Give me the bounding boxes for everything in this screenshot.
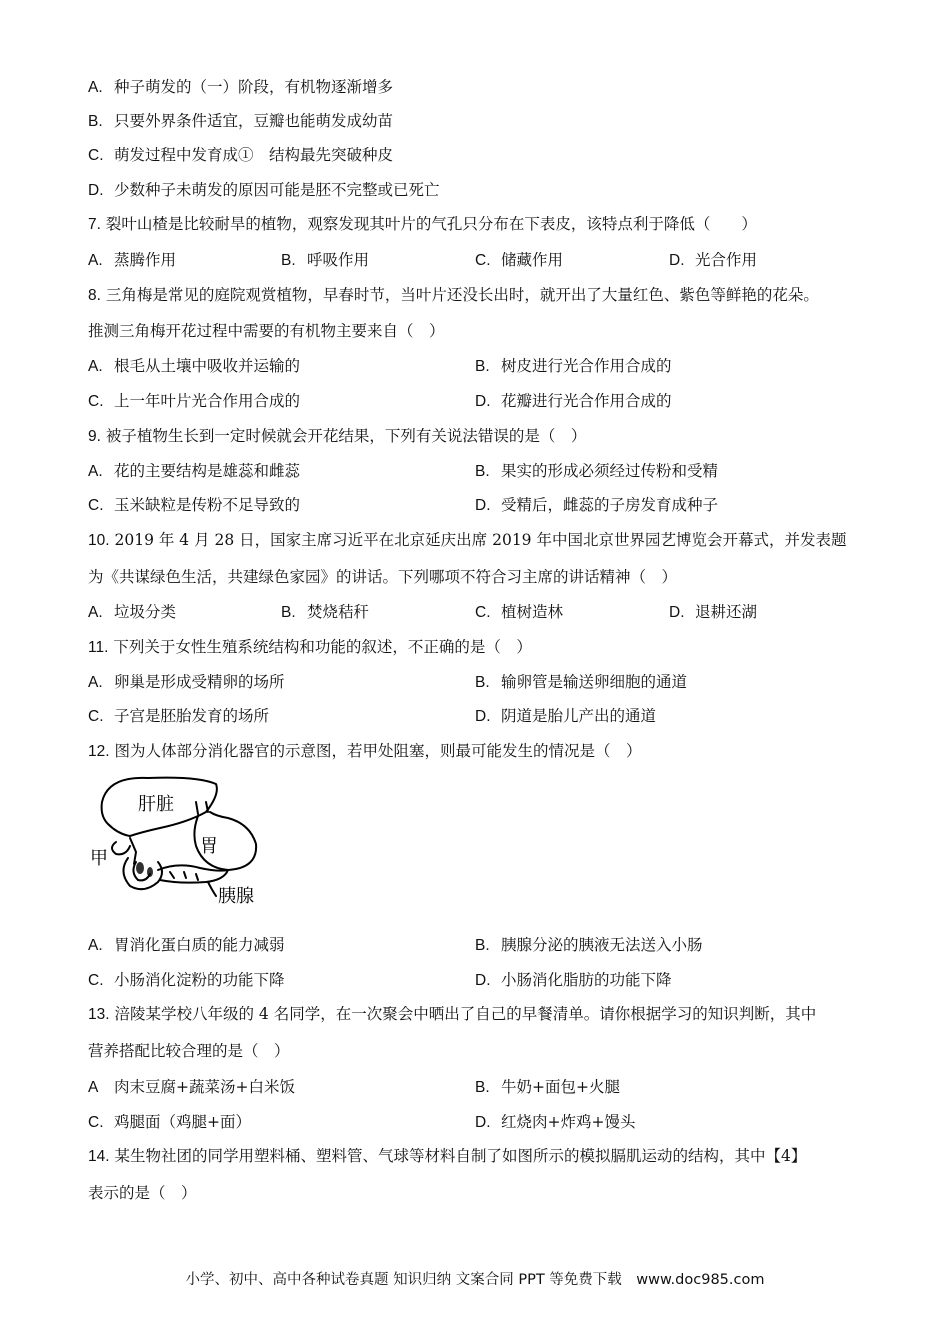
question-13-option-c: C. 鸡腿面（鸡腿+面） (88, 1113, 251, 1131)
question-8-option-c: C. 上一年叶片光合作用合成的 (88, 392, 301, 410)
question-10-option-c: C. 植树造林 (475, 603, 564, 621)
question-10-stem: 10. 2019 年 4 月 28 日，国家主席习近平在北京延庆出席 2019 年中国北京世界园艺博览会开幕式，并发表题 (88, 531, 847, 549)
question-8-option-a: A. 根毛从土壤中吸收并运输的 (88, 357, 301, 375)
question-13-option-a: A 肉末豆腐+蔬菜汤+白米饭 (88, 1078, 295, 1096)
question-13-stem-line2: 营养搭配比较合理的是（ ） (88, 1042, 290, 1060)
question-7-option-d: D. 光合作用 (669, 251, 758, 269)
question-12-option-b: B. 胰腺分泌的胰液无法送入小肠 (475, 936, 703, 954)
question-9-option-a: A. 花的主要结构是雄蕊和雌蕊 (88, 462, 301, 480)
liver-label: 肝脏 (138, 794, 174, 815)
question-7-stem: 7. 裂叶山楂是比较耐旱的植物，观察发现其叶片的气孔只分布在下表皮，该特点利于降低（ ） (88, 215, 757, 233)
question-9-stem: 9. 被子植物生长到一定时候就会开花结果，下列有关说法错误的是（ ） (88, 427, 587, 445)
question-8-stem-line2: 推测三角梅开花过程中需要的有机物主要来自（ ） (88, 322, 445, 340)
jia-label: 甲 (90, 848, 108, 869)
question-11-option-d: D. 阴道是胎儿产出的通道 (475, 707, 657, 725)
question-7-option-b: B. 呼吸作用 (281, 251, 370, 269)
pancreas-label: 胰腺 (218, 886, 254, 907)
question-11-stem: 11. 下列关于女性生殖系统结构和功能的叙述，不正确的是（ ） (88, 638, 532, 656)
digestive-organs-figure (88, 772, 268, 912)
question-14-stem-line2: 表示的是（ ） (88, 1184, 197, 1202)
question-13-option-d: D. 红烧肉+炸鸡+馒头 (475, 1113, 636, 1131)
question-9-option-d: D. 受精后，雌蕊的子房发育成种子 (475, 496, 719, 514)
question-11-option-a: A. 卵巢是形成受精卵的场所 (88, 673, 285, 691)
question-12-option-c: C. 小肠消化淀粉的功能下降 (88, 971, 285, 989)
question-8-option-b: B. 树皮进行光合作用合成的 (475, 357, 672, 375)
question-12-stem: 12. 图为人体部分消化器官的示意图，若甲处阻塞，则最可能发生的情况是（ ） (88, 742, 642, 760)
question-14-stem: 14. 某生物社团的同学用塑料桶、塑料管、气球等材料自制了如图所示的模拟膈肌运动的结构，其中【4】 (88, 1147, 807, 1165)
option-d: D. 少数种子未萌发的原因可能是胚不完整或已死亡 (88, 181, 440, 199)
option-a: A. 种子萌发的（一）阶段，有机物逐渐增多 (88, 78, 394, 96)
page-footer: 小学、初中、高中各种试卷真题 知识归纳 文案合同 PPT 等免费下载 www.doc985.com (185, 1272, 765, 1288)
question-13-stem: 13. 涪陵某学校八年级的 4 名同学，在一次聚会中晒出了自己的早餐清单。请你根据学习的知识判断，其中 (88, 1005, 817, 1023)
question-10-option-b: B. 焚烧秸秆 (281, 603, 370, 621)
question-8-stem: 8. 三角梅是常见的庭院观赏植物，早春时节，当叶片还没长出时，就开出了大量红色、紫色等鲜艳的花朵。 (88, 286, 819, 304)
question-11-option-c: C. 子宫是胚胎发育的场所 (88, 707, 270, 725)
stomach-label: 胃 (200, 836, 218, 857)
question-7-option-c: C. 储藏作用 (475, 251, 564, 269)
question-13-option-b: B. 牛奶+面包+火腿 (475, 1078, 620, 1096)
question-9-option-b: B. 果实的形成必须经过传粉和受精 (475, 462, 719, 480)
question-12-option-a: A. 胃消化蛋白质的能力减弱 (88, 936, 285, 954)
question-12-option-d: D. 小肠消化脂肪的功能下降 (475, 971, 672, 989)
question-10-option-a: A. 垃圾分类 (88, 603, 177, 621)
option-c: C. 萌发过程中发育成① 结构最先突破种皮 (88, 146, 394, 164)
question-10-stem-line2: 为《共谋绿色生活，共建绿色家园》的讲话。下列哪项不符合习主席的讲话精神（ ） (88, 568, 678, 586)
question-10-option-d: D. 退耕还湖 (669, 603, 758, 621)
question-8-option-d: D. 花瓣进行光合作用合成的 (475, 392, 672, 410)
option-b: B. 只要外界条件适宜，豆瓣也能萌发成幼苗 (88, 112, 394, 130)
question-7-option-a: A. 蒸腾作用 (88, 251, 177, 269)
question-11-option-b: B. 输卵管是输送卵细胞的通道 (475, 673, 688, 691)
question-9-option-c: C. 玉米缺粒是传粉不足导致的 (88, 496, 301, 514)
